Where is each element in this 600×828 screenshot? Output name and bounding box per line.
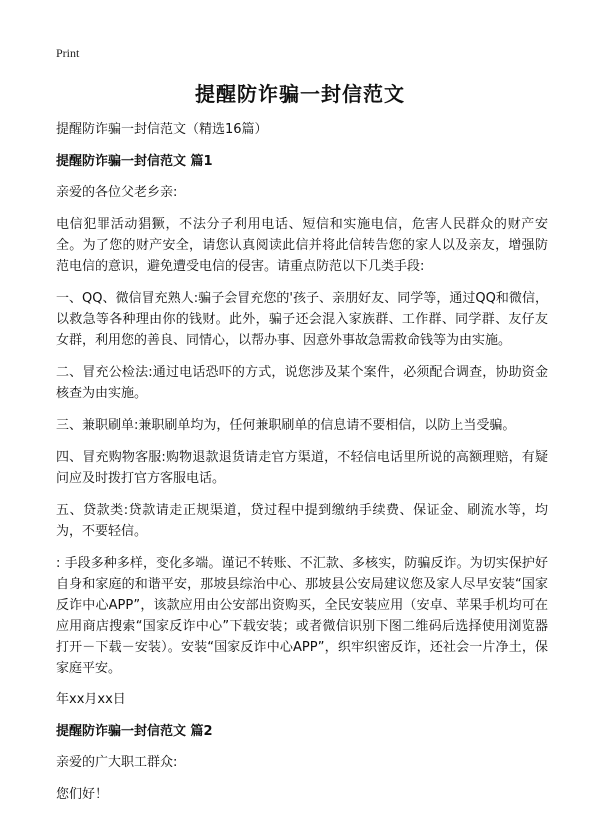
document-subtitle: 提醒防诈骗一封信范文（精选16篇） (56, 122, 268, 137)
greeting-1: 亲爱的各位父老乡亲: (56, 185, 178, 200)
date-line: 年xx月xx日 (56, 692, 126, 707)
document-body (56, 120, 548, 816)
print-label: Print (56, 46, 80, 60)
section-2 (56, 722, 548, 805)
paragraph: 电信犯罪活动猖獗，不法分子利用电话、短信和实施电信，危害人民群众的财产安全。为了您的财产安全，请您认真阅读此信并将此信转告您的家人以及亲友，增强防范电信的意识，避免遭受电信的侵害。请重点防范以下几类手段: (56, 217, 548, 274)
paragraph: 二、冒充公检法:通过电话恐吓的方式，说您涉及某个案件，必须配合调查，协助资金核查为由实施。 (56, 365, 548, 401)
paragraph: : 手段多种多样，变化多端。谨记不转账、不汇款、多核实，防骗反诈。为切实保护好自身和家庭的和谐平安，那坡县综治中心、那坡县公安局建议您及家人尽早安装“国家反诈中心APP”，该款应用由公安部出资购买，全民安装应用（安卓、苹果手机均可在应用商店搜索“国家反诈中心”下载安装；或者微信识别下图二维码后选择使用浏览器打开－下载－安装）。安装“国家反诈中心APP”，织牢织密反诈，还社会一片净土，保家庭平安。 (56, 556, 548, 676)
section-1 (56, 152, 548, 710)
paragraph: 五、贷款类:贷款请走正规渠道，贷过程中提到缴纳手续费、保证金、刷流水等，均为，不要轻信。 (56, 503, 548, 539)
paragraph: 三、兼职刷单:兼职刷单均为，任何兼职刷单的信息请不要相信，以防上当受骗。 (56, 418, 516, 433)
paragraph: 四、冒充购物客服:购物退款退货请走官方渠道，不轻信电话里所说的高额理赔，有疑问应及时拨打官方客服电话。 (56, 450, 548, 486)
page-title: 提醒防诈骗一封信范文 (195, 82, 405, 106)
opening-line: 您们好！ (56, 787, 109, 802)
paragraph: 一、QQ、微信冒充熟人:骗子会冒充您的'孩子、亲朋好友、同学等，通过QQ和微信，以救急等各种理由你的钱财。此外，骗子还会混入家族群、工作群、同学群、友仔友女群，利用您的善良、同情心，以帮办事、因意外事故急需救命钱等为由实施。 (56, 291, 548, 348)
greeting-2: 亲爱的广大职工群众: (56, 755, 178, 770)
section-heading-2: 提醒防诈骗一封信范文 篇2 (56, 724, 213, 739)
section-heading-1: 提醒防诈骗一封信范文 篇1 (56, 154, 213, 169)
